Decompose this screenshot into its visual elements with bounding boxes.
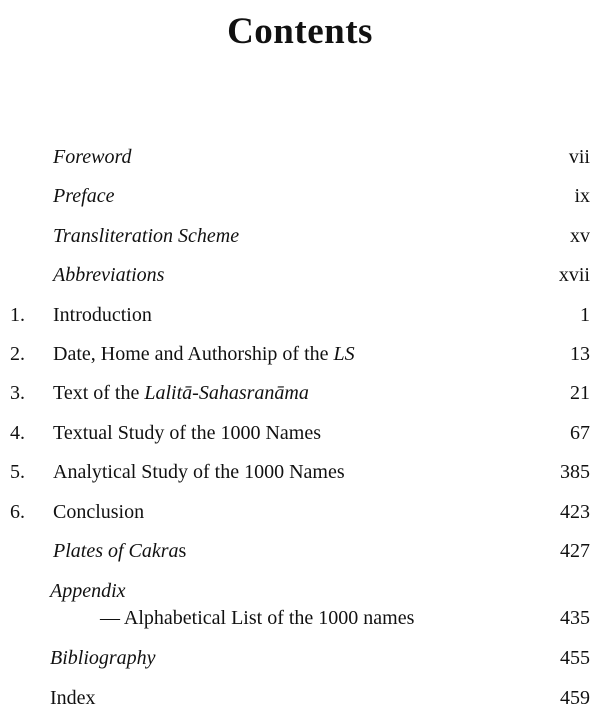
toc-entry-page: 427 (560, 540, 590, 562)
toc-entry-page: 21 (570, 382, 590, 404)
page-title: Contents (227, 11, 373, 52)
toc-entry (0, 221, 600, 251)
toc-entry (0, 181, 600, 211)
toc-entry-title (53, 300, 152, 330)
toc-entry-title-part: Introduction (53, 304, 152, 326)
toc-entry-page: ix (574, 185, 590, 207)
toc-entry-page: 385 (560, 461, 590, 483)
toc-entry-number: 3. (10, 382, 25, 404)
toc-entry-title-part: Plates of Cakra (53, 540, 179, 562)
toc-entry-title (53, 378, 309, 408)
toc-entry-title (100, 603, 414, 633)
toc-entry (0, 418, 600, 448)
toc-entry-title-part: Abbreviations (53, 264, 165, 286)
toc-entry-title (53, 260, 164, 290)
toc-entry-title-part: s (178, 540, 187, 562)
toc-entry (0, 643, 600, 673)
toc-entry-page: 423 (560, 501, 590, 523)
toc-entry-title-part: Analytical Study of the 1000 Names (53, 461, 345, 483)
toc-entry-page: 67 (570, 422, 590, 444)
toc-entry-title (50, 683, 96, 713)
toc-entry-title-part: Conclusion (53, 501, 145, 523)
toc-entry-page: 455 (560, 647, 590, 669)
toc-entry-title-part: Preface (53, 185, 115, 207)
toc-entry-number: 5. (10, 461, 25, 483)
toc-entry-title (53, 339, 355, 369)
toc-entry (0, 378, 600, 408)
toc-entry (0, 142, 600, 172)
toc-entry-page: vii (568, 146, 590, 168)
toc-entry-title-part: Index (50, 687, 96, 709)
toc-entry (0, 603, 600, 633)
toc-entry-number: 6. (10, 501, 25, 523)
toc-entry-title-part: LS (333, 343, 355, 365)
toc-entry-title-part: — Alphabetical List of the 1000 names (100, 607, 415, 629)
toc-entry (0, 497, 600, 527)
toc-entry-title (53, 457, 345, 487)
toc-entry-title (53, 418, 321, 448)
toc-entry-title-part: Date, Home and Authorship of the (53, 343, 334, 365)
toc-entry (0, 260, 600, 290)
toc-entry (0, 339, 600, 369)
toc-entry-page: 459 (560, 687, 590, 709)
toc-entry-title (53, 142, 132, 172)
toc-entry-title-part: Bibliography (50, 647, 156, 669)
toc-entry-title-part: Lalitā-Sahasranāma (144, 382, 309, 404)
toc-entry-page: 13 (570, 343, 590, 365)
toc-entry-title (50, 643, 156, 673)
toc-entry-title-part: Textual Study of the 1000 Names (53, 422, 321, 444)
toc-entry-title (53, 536, 186, 566)
toc-entry-title (53, 221, 239, 251)
toc-entry (0, 683, 600, 713)
toc-entry-page: xvii (558, 264, 590, 286)
toc-entry-number: 4. (10, 422, 25, 444)
toc-entry-page: 1 (580, 304, 590, 326)
toc-entry-number: 1. (10, 304, 25, 326)
toc-entry (0, 300, 600, 330)
toc-entry-number: 2. (10, 343, 25, 365)
toc-entry-title-part: Foreword (53, 146, 132, 168)
toc-entry-title (53, 497, 144, 527)
toc-entry-page: 435 (560, 607, 590, 629)
toc-entry (0, 536, 600, 566)
toc-entry (0, 457, 600, 487)
toc-entry-title (53, 181, 114, 211)
toc-entry (0, 576, 600, 606)
toc-entry-title-part: Appendix (50, 580, 126, 602)
toc-entry-title-part: Text of the (53, 382, 145, 404)
toc-entry-title-part: Transliteration Scheme (53, 225, 240, 247)
toc-entry-title (50, 576, 126, 606)
toc-entry-page: xv (570, 225, 590, 247)
